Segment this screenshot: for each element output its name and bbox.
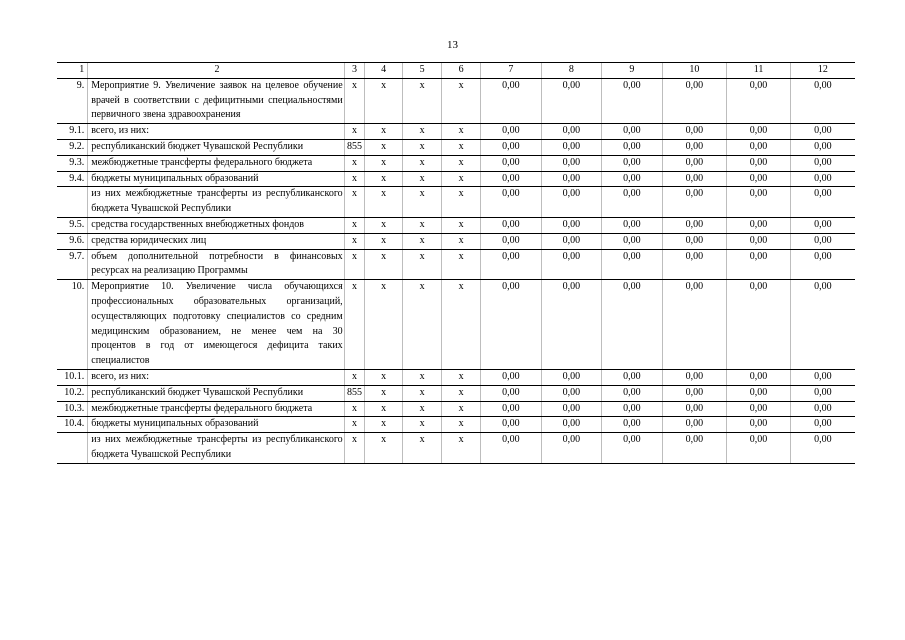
amount-cell: 0,00: [727, 433, 791, 464]
row-description: Мероприятие 9. Увеличение заявок на целевое обучение врачей в соответствии с дефицитными специальностями первичного звена здравоохранения: [88, 78, 344, 123]
code-cell: x: [344, 369, 365, 385]
code-cell: x: [344, 217, 365, 233]
row-number: 9.4.: [57, 171, 88, 187]
code-cell: x: [442, 124, 481, 140]
table-row: [57, 385, 855, 401]
table-row: [57, 233, 855, 249]
row-number: 9.5.: [57, 217, 88, 233]
amount-cell: 0,00: [790, 171, 855, 187]
amount-cell: 0,00: [481, 124, 542, 140]
table-row: [57, 171, 855, 187]
row-description: республиканский бюджет Чувашской Республики: [88, 385, 344, 401]
code-cell: x: [403, 369, 442, 385]
row-description: бюджеты муниципальных образований: [88, 171, 344, 187]
amount-cell: 0,00: [481, 385, 542, 401]
amount-cell: 0,00: [481, 78, 542, 123]
row-number: [57, 433, 88, 464]
code-cell: x: [365, 417, 403, 433]
amount-cell: 0,00: [602, 124, 663, 140]
amount-cell: 0,00: [662, 280, 727, 370]
amount-cell: 0,00: [602, 217, 663, 233]
amount-cell: 0,00: [727, 171, 791, 187]
code-cell: x: [365, 124, 403, 140]
amount-cell: 0,00: [602, 433, 663, 464]
column-header: 6: [442, 63, 481, 79]
amount-cell: 0,00: [541, 369, 602, 385]
row-description: бюджеты муниципальных образований: [88, 417, 344, 433]
amount-cell: 0,00: [790, 280, 855, 370]
column-header: 11: [727, 63, 791, 79]
amount-cell: 0,00: [790, 217, 855, 233]
amount-cell: 0,00: [790, 124, 855, 140]
amount-cell: 0,00: [727, 280, 791, 370]
row-description: средства государственных внебюджетных фондов: [88, 217, 344, 233]
amount-cell: 0,00: [541, 233, 602, 249]
amount-cell: 0,00: [541, 78, 602, 123]
row-number: 9.6.: [57, 233, 88, 249]
code-cell: x: [344, 417, 365, 433]
amount-cell: 0,00: [481, 249, 542, 280]
amount-cell: 0,00: [790, 155, 855, 171]
amount-cell: 0,00: [541, 155, 602, 171]
amount-cell: 0,00: [481, 233, 542, 249]
code-cell: x: [365, 385, 403, 401]
table-row: [57, 124, 855, 140]
row-number: 10.2.: [57, 385, 88, 401]
page-number: 13: [447, 39, 458, 51]
amount-cell: 0,00: [541, 401, 602, 417]
code-cell: x: [403, 187, 442, 218]
amount-cell: 0,00: [602, 280, 663, 370]
amount-cell: 0,00: [602, 139, 663, 155]
column-header: 5: [403, 63, 442, 79]
amount-cell: 0,00: [541, 280, 602, 370]
row-description: межбюджетные трансферты федерального бюджета: [88, 401, 344, 417]
row-description: республиканский бюджет Чувашской Республики: [88, 139, 344, 155]
row-description: межбюджетные трансферты федерального бюджета: [88, 155, 344, 171]
code-cell: x: [365, 187, 403, 218]
row-description: объем дополнительной потребности в финансовых ресурсах на реализацию Программы: [88, 249, 344, 280]
amount-cell: 0,00: [481, 417, 542, 433]
table-row: [57, 217, 855, 233]
code-cell: x: [442, 217, 481, 233]
amount-cell: 0,00: [662, 249, 727, 280]
amount-cell: 0,00: [602, 171, 663, 187]
code-cell: x: [365, 401, 403, 417]
code-cell: x: [442, 385, 481, 401]
code-cell: x: [442, 187, 481, 218]
amount-cell: 0,00: [662, 417, 727, 433]
code-cell: x: [403, 78, 442, 123]
amount-cell: 0,00: [790, 139, 855, 155]
amount-cell: 0,00: [481, 155, 542, 171]
code-cell: x: [344, 433, 365, 464]
table-row: [57, 78, 855, 123]
table-row: [57, 249, 855, 280]
code-cell: x: [365, 233, 403, 249]
table-row: [57, 139, 855, 155]
code-cell: x: [365, 171, 403, 187]
code-cell: x: [344, 187, 365, 218]
row-number: 10.3.: [57, 401, 88, 417]
column-header: 1: [57, 63, 88, 79]
amount-cell: 0,00: [662, 217, 727, 233]
code-cell: x: [344, 280, 365, 370]
amount-cell: 0,00: [790, 187, 855, 218]
row-description: всего, из них:: [88, 124, 344, 140]
row-number: 10.1.: [57, 369, 88, 385]
row-description: из них межбюджетные трансферты из республиканского бюджета Чувашской Республики: [88, 433, 344, 464]
amount-cell: 0,00: [662, 78, 727, 123]
column-header: 9: [602, 63, 663, 79]
code-cell: x: [403, 280, 442, 370]
code-cell: x: [442, 139, 481, 155]
amount-cell: 0,00: [541, 171, 602, 187]
code-cell: x: [442, 233, 481, 249]
amount-cell: 0,00: [662, 155, 727, 171]
amount-cell: 0,00: [727, 139, 791, 155]
amount-cell: 0,00: [481, 280, 542, 370]
amount-cell: 0,00: [727, 417, 791, 433]
amount-cell: 0,00: [662, 369, 727, 385]
amount-cell: 0,00: [602, 401, 663, 417]
table-row: [57, 155, 855, 171]
table-row: [57, 187, 855, 218]
code-cell: x: [344, 249, 365, 280]
amount-cell: 0,00: [727, 385, 791, 401]
amount-cell: 0,00: [727, 217, 791, 233]
amount-cell: 0,00: [602, 369, 663, 385]
code-cell: x: [442, 249, 481, 280]
row-description: средства юридических лиц: [88, 233, 344, 249]
code-cell: x: [344, 155, 365, 171]
amount-cell: 0,00: [790, 417, 855, 433]
table-row: [57, 401, 855, 417]
code-cell: x: [403, 171, 442, 187]
amount-cell: 0,00: [790, 369, 855, 385]
row-number: 10.: [57, 280, 88, 370]
amount-cell: 0,00: [662, 433, 727, 464]
amount-cell: 0,00: [790, 385, 855, 401]
amount-cell: 0,00: [727, 233, 791, 249]
code-cell: x: [442, 280, 481, 370]
amount-cell: 0,00: [727, 155, 791, 171]
code-cell: 855: [344, 139, 365, 155]
amount-cell: 0,00: [481, 171, 542, 187]
amount-cell: 0,00: [662, 139, 727, 155]
amount-cell: 0,00: [727, 78, 791, 123]
table-row: [57, 417, 855, 433]
code-cell: x: [442, 417, 481, 433]
row-number: 9.: [57, 78, 88, 123]
code-cell: x: [403, 233, 442, 249]
code-cell: x: [365, 369, 403, 385]
amount-cell: 0,00: [727, 401, 791, 417]
code-cell: x: [442, 155, 481, 171]
amount-cell: 0,00: [481, 369, 542, 385]
code-cell: x: [365, 155, 403, 171]
column-header: 3: [344, 63, 365, 79]
amount-cell: 0,00: [662, 385, 727, 401]
amount-cell: 0,00: [481, 139, 542, 155]
row-number: 9.3.: [57, 155, 88, 171]
amount-cell: 0,00: [481, 401, 542, 417]
amount-cell: 0,00: [662, 171, 727, 187]
column-header: 12: [790, 63, 855, 79]
amount-cell: 0,00: [602, 249, 663, 280]
code-cell: x: [365, 280, 403, 370]
budget-table: [57, 62, 855, 464]
amount-cell: 0,00: [602, 187, 663, 218]
row-number: 9.7.: [57, 249, 88, 280]
amount-cell: 0,00: [602, 417, 663, 433]
table-body: [57, 63, 855, 464]
amount-cell: 0,00: [727, 369, 791, 385]
amount-cell: 0,00: [541, 385, 602, 401]
code-cell: 855: [344, 385, 365, 401]
code-cell: x: [365, 139, 403, 155]
amount-cell: 0,00: [602, 233, 663, 249]
column-header: 7: [481, 63, 542, 79]
amount-cell: 0,00: [662, 187, 727, 218]
table-row: [57, 369, 855, 385]
amount-cell: 0,00: [541, 217, 602, 233]
amount-cell: 0,00: [541, 124, 602, 140]
code-cell: x: [442, 369, 481, 385]
amount-cell: 0,00: [541, 433, 602, 464]
amount-cell: 0,00: [481, 187, 542, 218]
code-cell: x: [403, 385, 442, 401]
row-description: из них межбюджетные трансферты из республиканского бюджета Чувашской Республики: [88, 187, 344, 218]
column-header: 4: [365, 63, 403, 79]
amount-cell: 0,00: [727, 187, 791, 218]
amount-cell: 0,00: [541, 139, 602, 155]
amount-cell: 0,00: [662, 401, 727, 417]
code-cell: x: [365, 78, 403, 123]
code-cell: x: [403, 417, 442, 433]
code-cell: x: [403, 217, 442, 233]
column-header-row: [57, 63, 855, 79]
amount-cell: 0,00: [481, 217, 542, 233]
column-header: 2: [88, 63, 344, 79]
column-header: 8: [541, 63, 602, 79]
row-description: Мероприятие 10. Увеличение числа обучающихся профессиональных образовательных организаций, осуществляющих подготовку специалистов со средним медицинским образованием, не менее чем на 30 процентов в год от имеющегося дефицита таких специалистов: [88, 280, 344, 370]
row-description: всего, из них:: [88, 369, 344, 385]
code-cell: x: [403, 433, 442, 464]
amount-cell: 0,00: [790, 401, 855, 417]
code-cell: x: [442, 401, 481, 417]
code-cell: x: [442, 171, 481, 187]
amount-cell: 0,00: [790, 249, 855, 280]
code-cell: x: [442, 78, 481, 123]
code-cell: x: [344, 401, 365, 417]
code-cell: x: [403, 155, 442, 171]
table-row: [57, 433, 855, 464]
code-cell: x: [365, 217, 403, 233]
code-cell: x: [344, 233, 365, 249]
amount-cell: 0,00: [662, 233, 727, 249]
code-cell: x: [344, 171, 365, 187]
code-cell: x: [365, 433, 403, 464]
amount-cell: 0,00: [541, 417, 602, 433]
code-cell: x: [403, 124, 442, 140]
amount-cell: 0,00: [790, 433, 855, 464]
amount-cell: 0,00: [541, 249, 602, 280]
code-cell: x: [403, 139, 442, 155]
column-header: 10: [662, 63, 727, 79]
code-cell: x: [403, 249, 442, 280]
code-cell: x: [442, 433, 481, 464]
amount-cell: 0,00: [790, 78, 855, 123]
amount-cell: 0,00: [481, 433, 542, 464]
amount-cell: 0,00: [602, 78, 663, 123]
row-number: 9.1.: [57, 124, 88, 140]
code-cell: x: [344, 124, 365, 140]
amount-cell: 0,00: [602, 155, 663, 171]
table-row: [57, 280, 855, 370]
row-number: 10.4.: [57, 417, 88, 433]
amount-cell: 0,00: [727, 124, 791, 140]
code-cell: x: [365, 249, 403, 280]
amount-cell: 0,00: [602, 385, 663, 401]
amount-cell: 0,00: [727, 249, 791, 280]
code-cell: x: [344, 78, 365, 123]
code-cell: x: [403, 401, 442, 417]
amount-cell: 0,00: [790, 233, 855, 249]
row-number: [57, 187, 88, 218]
amount-cell: 0,00: [662, 124, 727, 140]
row-number: 9.2.: [57, 139, 88, 155]
amount-cell: 0,00: [541, 187, 602, 218]
